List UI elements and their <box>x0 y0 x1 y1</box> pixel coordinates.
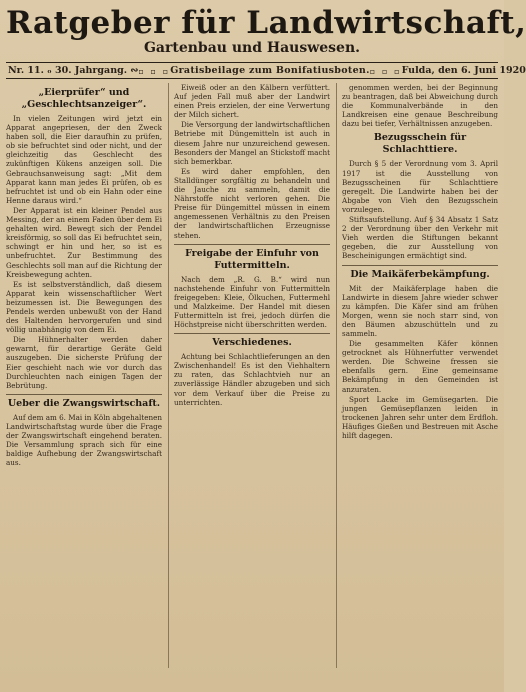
paragraph: Der Apparat ist ein kleiner Pendel aus Messing, der an einem Faden über dem Ei gehalten wird. Bewegt sich der Pendel kreisförmig, so soll das Ei befruchtet sein, schwingt er hin und her, so ist es unbefruchtet. Zur Bestimmung des Geschlechts soll man auf die Richtung der Kreisbewegung achten. <box>6 205 162 279</box>
paragraph: Achtung bei Schlachtlieferungen an den Zwischenhandel! Es ist den Viehhaltern zu raten, das Schlachtvieh nur an zuverlässige Händler abzugeben und sich vor dem Verkauf über die Preise zu unterrichten. <box>174 352 330 407</box>
article-heading-zwangswirtschaft: Ueber die Zwangswirtschaft. <box>6 394 162 410</box>
paragraph: Die Versorgung der landwirtschaftlichen Betriebe mit Düngemitteln ist auch in diesem Jahre nur unzureichend gewesen. Besonders der Mangel an Stickstoff macht sich bemerkbar. <box>174 120 330 166</box>
article-columns <box>6 83 498 668</box>
paragraph: Nach dem „R. G. B.“ wird nun nachstehende Einfuhr von Futtermitteln freigegeben: Kleie, Ölkuchen, Futtermehl und Malzkeime. Der Handel mit diesen Futtermitteln ist frei, jedoch dürfen die Höchstpreise nicht überschritten werden. <box>174 274 330 330</box>
article-heading-bezugsschein: Bezugsschein für Schlachttiere. <box>373 132 467 156</box>
paragraph: Es wird daher empfohlen, den Stalldünger sorgfältig zu behandeln und die Jauche zu sammeln, damit die Nährstoffe nicht verloren gehen. Die Preise für Düngemittel müssen in einem angemessenen Verhältnis zu den Preisen der landwirtschaftlichen Erzeugnisse stehen. <box>174 166 330 240</box>
ornament-right: ▫ ▫ ▫ <box>369 65 402 76</box>
paragraph: Die Hühnerhalter werden daher gewarnt, für derartige Geräte Geld auszugeben. Die sicherste Prüfung der Eier geschieht nach wie vor durch das Durchleuchten nach einigen Tagen der Bebrütung. <box>6 335 162 390</box>
ornament-left: ▫ ▫ ▫ <box>138 65 171 76</box>
paragraph: Sport Lacke im Gemüsegarten. Die jungen Gemüsepflanzen leiden in trockenen Jahren sehr unter dem Erdfloh. Häufiges Gießen und Bestreuen mit Asche hilft dagegen. <box>342 394 498 440</box>
paragraph: Mit der Maikäferplage haben die Landwirte in diesem Jahre wieder schwer zu kämpfen. Die Käfer sind am frühen Morgen, wenn sie noch starr sind, von den Bäumen abzuschütteln und zu sammeln. <box>342 283 498 338</box>
paragraph: Es ist selbstverständlich, daß diesem Apparat kein wissenschaftlicher Wert beizumessen ist. Die Bewegungen des Pendels werden unbewußt von der Hand des Haltenden hervorgerufen und sind völlig unabhängig von dem Ei. <box>6 279 162 335</box>
column-2 <box>168 83 330 668</box>
place-date: Fulda, den 6. Juni 1920 <box>401 65 526 76</box>
paragraph: Eiweiß oder an den Kälbern verfüttert. Auf jeden Fall muß aber der Landwirt einen Preis erzielen, der eine Verwertung der Milch sichert. <box>174 83 330 120</box>
paragraph: genommen werden, bei der Beginnung zu beantragen, daß bei Abweichung durch die Kommunalverbände in den Landkreisen eine genaue Beschreibung dazu bei tiefer, Verhältnissen anzugeben. <box>342 83 498 129</box>
column-3 <box>336 83 498 668</box>
paragraph: In vielen Zeitungen wird jetzt ein Apparat angepriesen, der den Zweck haben soll, die Eier daraufhin zu prüfen, ob sie befruchtet sind oder nicht, und der gleichzeitig das Geschlecht des zukünftigen Kükens anzeigen soll. Die Gebrauchsanweisung sagt: „Mit dem Apparat kann man jedes Ei prüfen, ob es befruchtet ist und ob ein Hahn oder eine Henne daraus wird.“ <box>6 114 162 205</box>
article-heading-maikaefer: Die Maikäferbekämpfung. <box>342 265 498 281</box>
article-heading-verschiedenes: Verschiedenes. <box>174 333 330 349</box>
article-heading-eierpruefer: „Eierprüfer“ und „Geschlechtsanzeiger“. <box>21 87 147 110</box>
issue-info-bar <box>6 62 526 79</box>
column-1 <box>6 83 162 668</box>
masthead-subtitle: Gartenbau und Hauswesen. <box>143 40 361 56</box>
paragraph: Die gesammelten Käfer können getrocknet als Hühnerfutter verwendet werden. Die Schweine fressen sie ebenfalls gern. Eine gemeinsame Bekämpfung in den Gemeinden ist anzuraten. <box>342 339 498 394</box>
masthead-title: Ratgeber für Landwirtschaft, <box>6 5 526 41</box>
paragraph: Durch § 5 der Verordnung vom 3. April 1917 ist die Ausstellung von Bezugsscheinen für Schlachttiere geregelt. Die Landwirte haben bei der Abgabe von Vieh den Bezugsschein vorzulegen. <box>342 159 498 214</box>
paragraph: Auf dem am 6. Mai in Köln abgehaltenen Landwirtschaftstag wurde über die Frage der Zwangswirtschaft eingehend beraten. Die Versammlung sprach sich für eine baldige Aufhebung der Zwangswirtschaft aus. <box>6 412 163 468</box>
supplement-note: Gratisbeilage zum Bonifatiusboten. <box>170 65 370 76</box>
paragraph: Stiftsaufstellung. Auf § 34 Absatz 1 Satz 2 der Verordnung über den Verkehr mit Vieh werden die Stiftungen bekannt gegeben, die zur Ausstellung von Bescheinigungen ermächtigt sind. <box>342 215 498 261</box>
article-heading-futtermittel: Freigabe der Einfuhr von Futtermitteln. <box>174 244 330 272</box>
issue-number: Nr. 11. ₒ 30. Jahrgang. ∾ <box>8 65 139 76</box>
